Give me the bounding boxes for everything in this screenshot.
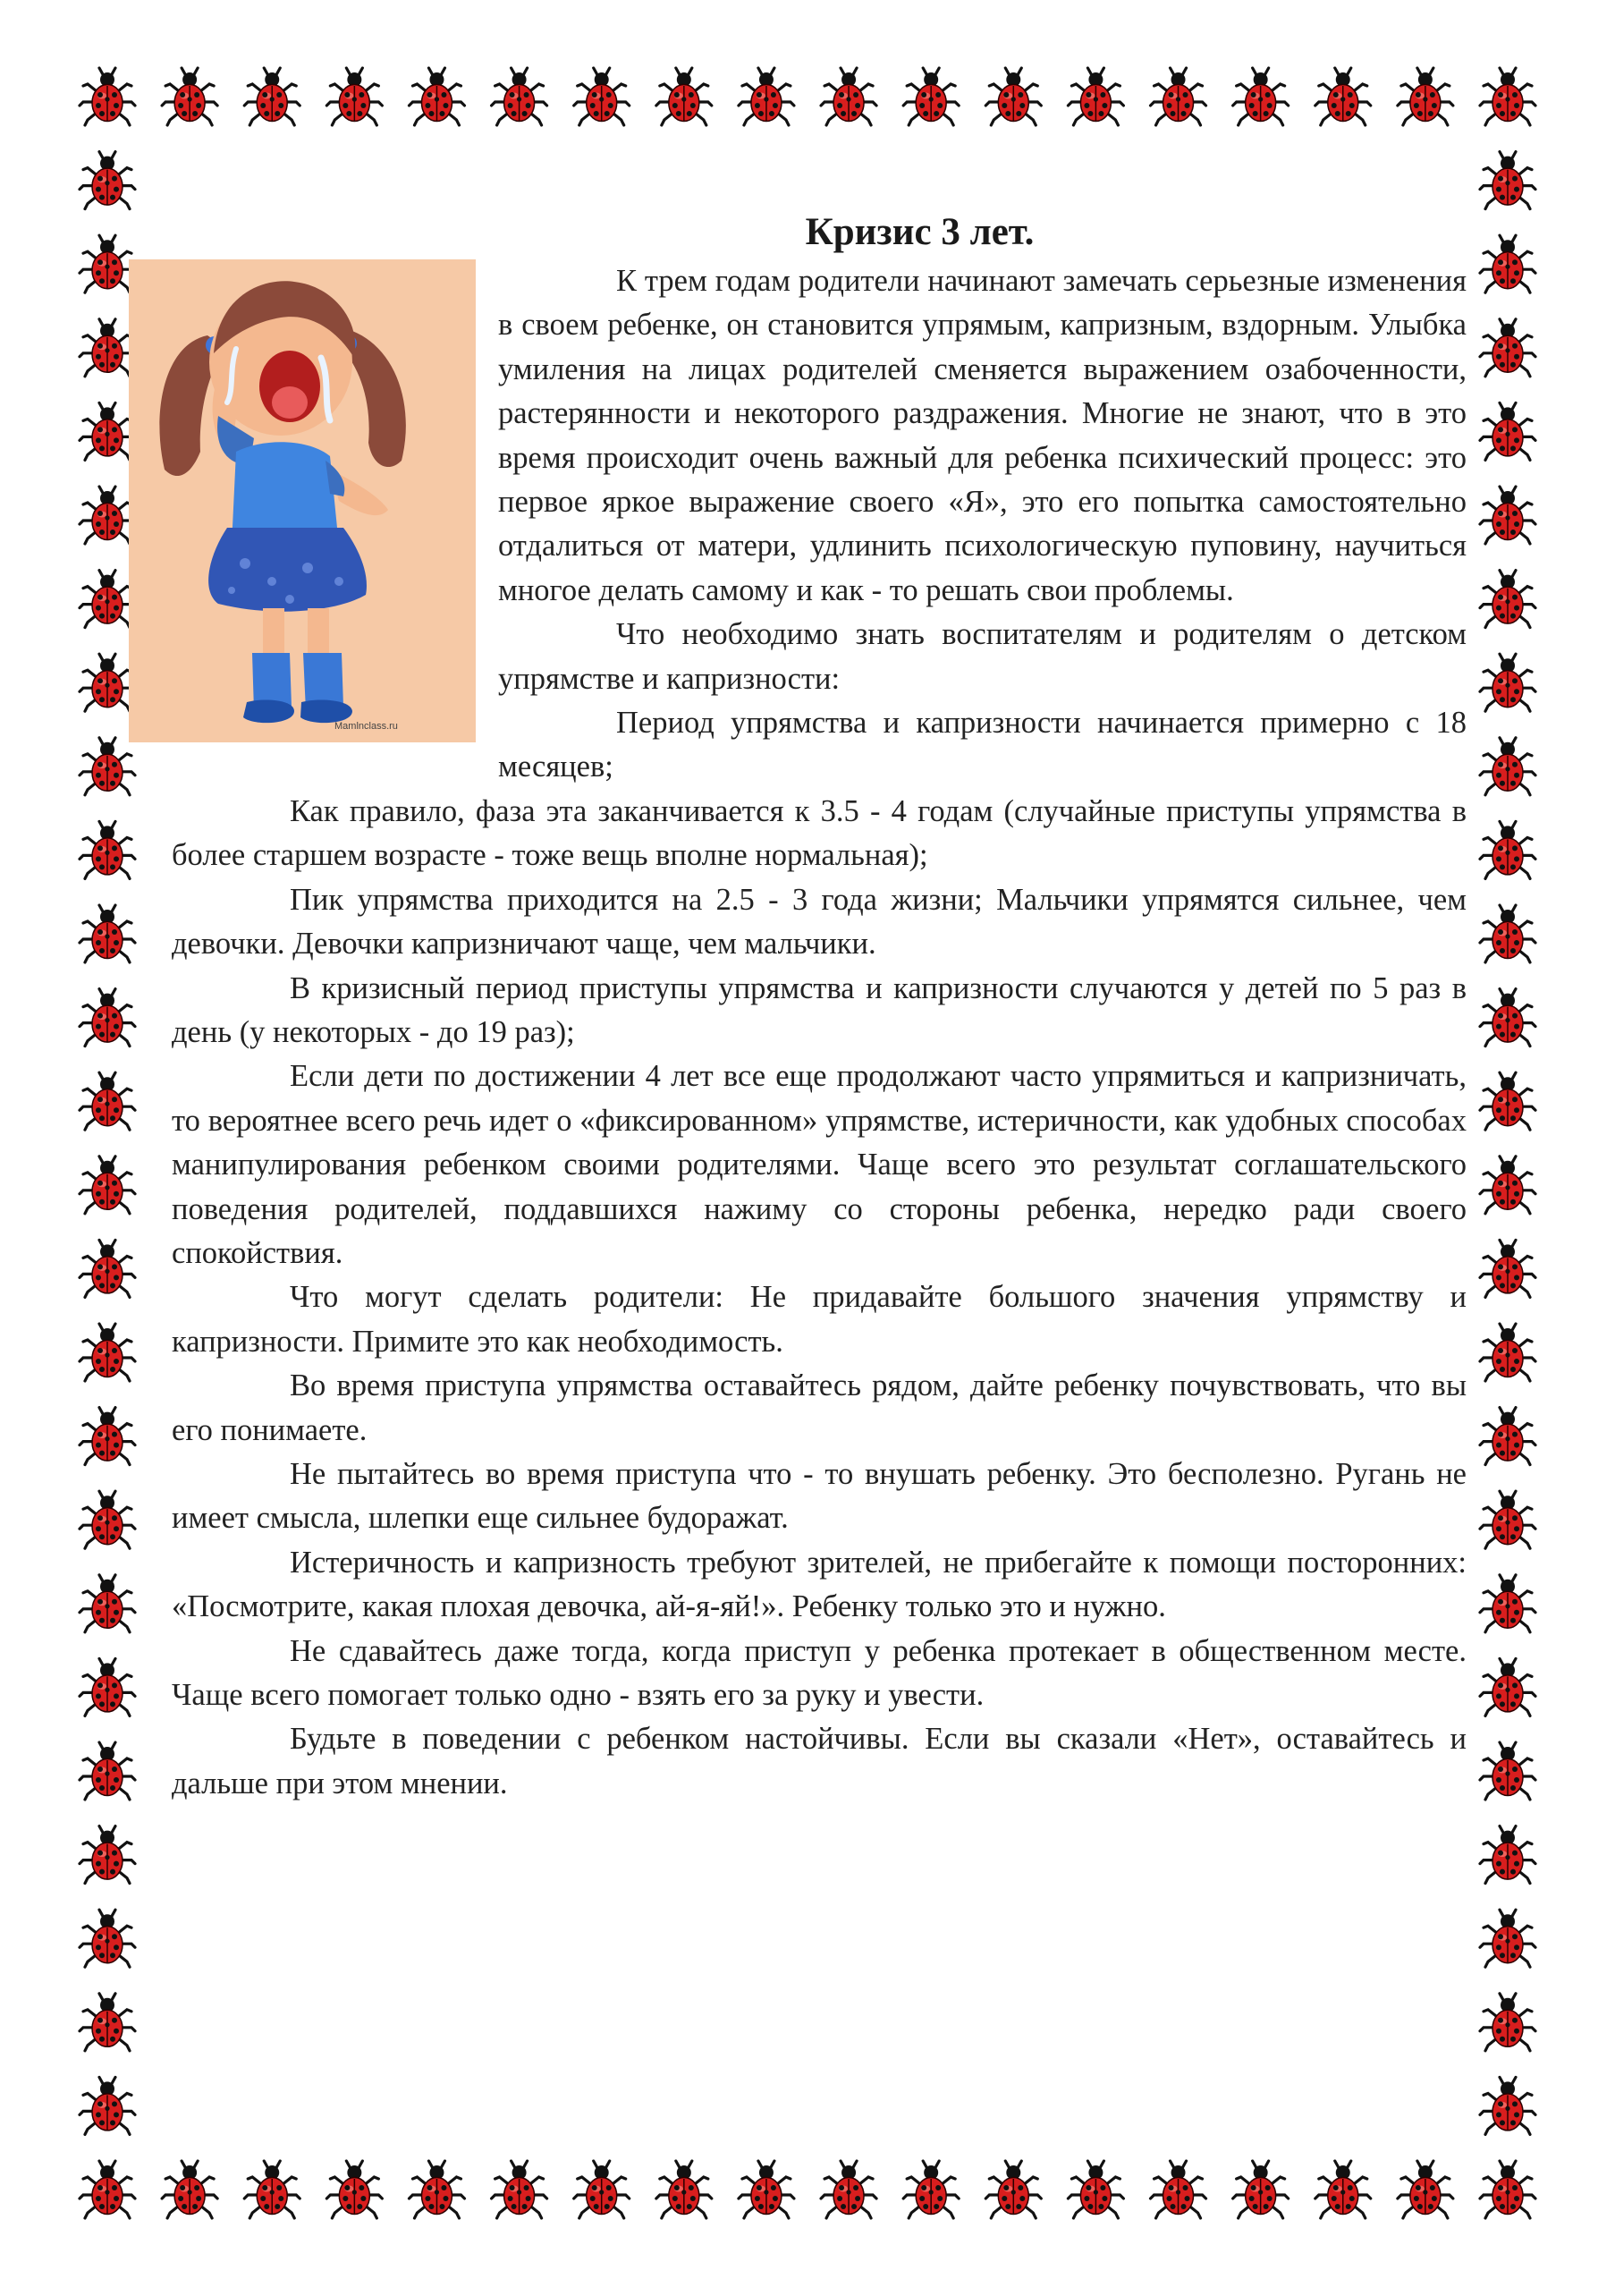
ladybug-icon <box>656 2161 712 2218</box>
ladybug-icon <box>1151 2161 1206 2218</box>
ladybug-icon <box>574 68 630 125</box>
ladybug-icon <box>80 1156 135 1214</box>
ladybug-icon <box>1315 68 1371 125</box>
ladybug-icon <box>1151 68 1206 125</box>
ladybug-icon <box>1480 1826 1535 1884</box>
ladybug-icon <box>80 1910 135 1967</box>
ladybug-icon <box>1480 1491 1535 1548</box>
ladybug-icon <box>80 1742 135 1800</box>
ladybug-icon <box>1480 905 1535 962</box>
ladybug-icon <box>1480 571 1535 628</box>
paragraph: Что необходимо знать воспитателям и родителям о детском упрямстве и капризности: <box>498 617 1467 696</box>
ladybug-icon <box>80 821 135 878</box>
ladybug-icon <box>1233 2161 1289 2218</box>
ladybug-icon <box>1480 235 1535 292</box>
paragraph: Период упрямства и капризности начинается примерно с 18 месяцев; <box>498 706 1467 784</box>
ladybug-icon <box>1315 2161 1371 2218</box>
paragraph: К трем годам родители начинают замечать серьезные изменения в своем ребенке, он становится упрямым, капризным, вздорным. Улыбка умиления на лицах родителей сменяется выражением озабоченности, растерянности и некоторого раздражения. Многие не знают, что в это время происходит очень важный для ребенка психический процесс: это первое яркое выражение своего «Я», это его попытка самостоятельно отдалиться от матери, удлинить психологическую пуповину, научиться многое делать самому и как - то решать свои проблемы. <box>498 264 1467 607</box>
ladybug-icon <box>80 68 135 125</box>
ladybug-icon <box>80 654 135 711</box>
crying-girl-illustration <box>129 259 476 742</box>
ladybug-icon <box>80 2161 135 2218</box>
ladybug-icon <box>80 2077 135 2134</box>
paragraph: В кризисный период приступы упрямства и капризности случаются у детей по 5 раз в день (у некоторых - до 19 раз); <box>172 970 1467 1049</box>
paragraph: Не пытайтесь во время приступа что - то внушать ребенку. Это бесполезно. Ругань не имеет смысла, шлепки еще сильнее будоражат. <box>172 1456 1467 1536</box>
ladybug-icon <box>244 2161 300 2218</box>
ladybug-icon <box>1233 68 1289 125</box>
ladybug-icon <box>80 738 135 795</box>
ladybug-icon <box>903 68 959 125</box>
ladybug-icon <box>1480 487 1535 544</box>
ladybug-icon <box>80 1658 135 1716</box>
ladybug-icon <box>1480 1742 1535 1800</box>
ladybug-icon <box>1398 68 1453 125</box>
illustration-watermark: Mamlnclass.ru <box>334 721 398 732</box>
ladybug-icon <box>80 235 135 292</box>
page-title: Кризис 3 лет. <box>805 211 1035 253</box>
ladybug-icon <box>656 68 712 125</box>
ladybug-icon <box>492 68 547 125</box>
ladybug-icon <box>80 1575 135 1632</box>
ladybug-icon <box>1480 1072 1535 1130</box>
ladybug-icon <box>1480 1910 1535 1967</box>
ladybug-icon <box>739 68 794 125</box>
paragraph: Как правило, фаза эта заканчивается к 3.5 - 4 годам (случайные приступы упрямства в более старшем возрасте - тоже вещь вполне нормальная); <box>172 793 1467 873</box>
ladybug-icon <box>80 1826 135 1884</box>
ladybug-icon <box>1480 68 1535 125</box>
ladybug-icon <box>1480 1156 1535 1214</box>
ladybug-icon <box>80 1994 135 2051</box>
ladybug-icon <box>162 68 217 125</box>
ladybug-icon <box>326 68 382 125</box>
paragraph: Что могут сделать родители: Не придавайте большого значения упрямству и капризности. Примите это как необходимость. <box>172 1280 1467 1359</box>
paragraph: Не сдавайтесь даже тогда, когда приступ у ребенка протекает в общественном месте. Чаще всего помогает только одно - взять его за руку и увести. <box>172 1633 1467 1712</box>
ladybug-icon <box>985 2161 1041 2218</box>
ladybug-icon <box>1480 1658 1535 1716</box>
ladybug-icon <box>1480 1324 1535 1381</box>
paragraph: Будьте в поведении с ребенком настойчивы. Если вы сказали «Нет», оставайтесь и дальше при этом мнении. <box>172 1722 1467 1800</box>
ladybug-icon <box>1480 738 1535 795</box>
ladybug-icon <box>80 319 135 377</box>
ladybug-icon <box>1480 989 1535 1046</box>
ladybug-icon <box>80 1408 135 1465</box>
ladybug-icon <box>80 487 135 544</box>
ladybug-icon <box>244 68 300 125</box>
ladybug-icon <box>80 989 135 1046</box>
paragraph: Истеричность и капризность требуют зрителей, не прибегайте к помощи посторонних: «Посмотрите, какая плохая девочка, ай-я-яй!». Ребенку только это и нужно. <box>172 1545 1467 1624</box>
paragraph: Во время приступа упрямства оставайтесь рядом, дайте ребенку почувствовать, что вы его понимаете. <box>172 1368 1467 1447</box>
ladybug-icon <box>821 2161 876 2218</box>
ladybug-icon <box>1480 1240 1535 1297</box>
paragraph: Если дети по достижении 4 лет все еще продолжают часто упрямиться и капризничать, то вероятнее всего речь идет о «фиксированном» упрямстве, истеричности, как удобных способах манипулирования ребенком своими родителями. Чаще всего это результат соглашательского поведения родителей, поддавшихся нажиму со стороны ребенка, нередко ради своего спокойствия. <box>172 1059 1467 1270</box>
ladybug-icon <box>1480 319 1535 377</box>
paragraph: Пик упрямства приходится на 2.5 - 3 года жизни; Мальчики упрямятся сильнее, чем девочки. Девочки капризничают чаще, чем мальчики. <box>172 882 1467 962</box>
ladybug-icon <box>492 2161 547 2218</box>
ladybug-icon <box>1068 2161 1123 2218</box>
ladybug-icon <box>1480 2077 1535 2134</box>
ladybug-icon <box>1480 1994 1535 2051</box>
ladybug-icon <box>821 68 876 125</box>
article <box>172 206 1467 1806</box>
ladybug-icon <box>80 571 135 628</box>
ladybug-icon <box>1480 2161 1535 2218</box>
ladybug-icon <box>80 905 135 962</box>
ladybug-icon <box>409 2161 464 2218</box>
ladybug-icon <box>985 68 1041 125</box>
ladybug-icon <box>1480 821 1535 878</box>
ladybug-icon <box>409 68 464 125</box>
ladybug-icon <box>80 1324 135 1381</box>
ladybug-icon <box>162 2161 217 2218</box>
ladybug-icon <box>80 152 135 209</box>
ladybug-icon <box>80 1240 135 1297</box>
ladybug-icon <box>1480 1408 1535 1465</box>
ladybug-icon <box>80 1072 135 1130</box>
ladybug-icon <box>1480 654 1535 711</box>
ladybug-icon <box>80 1491 135 1548</box>
ladybug-icon <box>739 2161 794 2218</box>
ladybug-icon <box>903 2161 959 2218</box>
ladybug-icon <box>574 2161 630 2218</box>
ladybug-icon <box>1480 1575 1535 1632</box>
ladybug-icon <box>80 402 135 460</box>
ladybug-icon <box>1480 402 1535 460</box>
ladybug-icon <box>1398 2161 1453 2218</box>
ladybug-icon <box>326 2161 382 2218</box>
ladybug-icon <box>1480 152 1535 209</box>
ladybug-icon <box>1068 68 1123 125</box>
